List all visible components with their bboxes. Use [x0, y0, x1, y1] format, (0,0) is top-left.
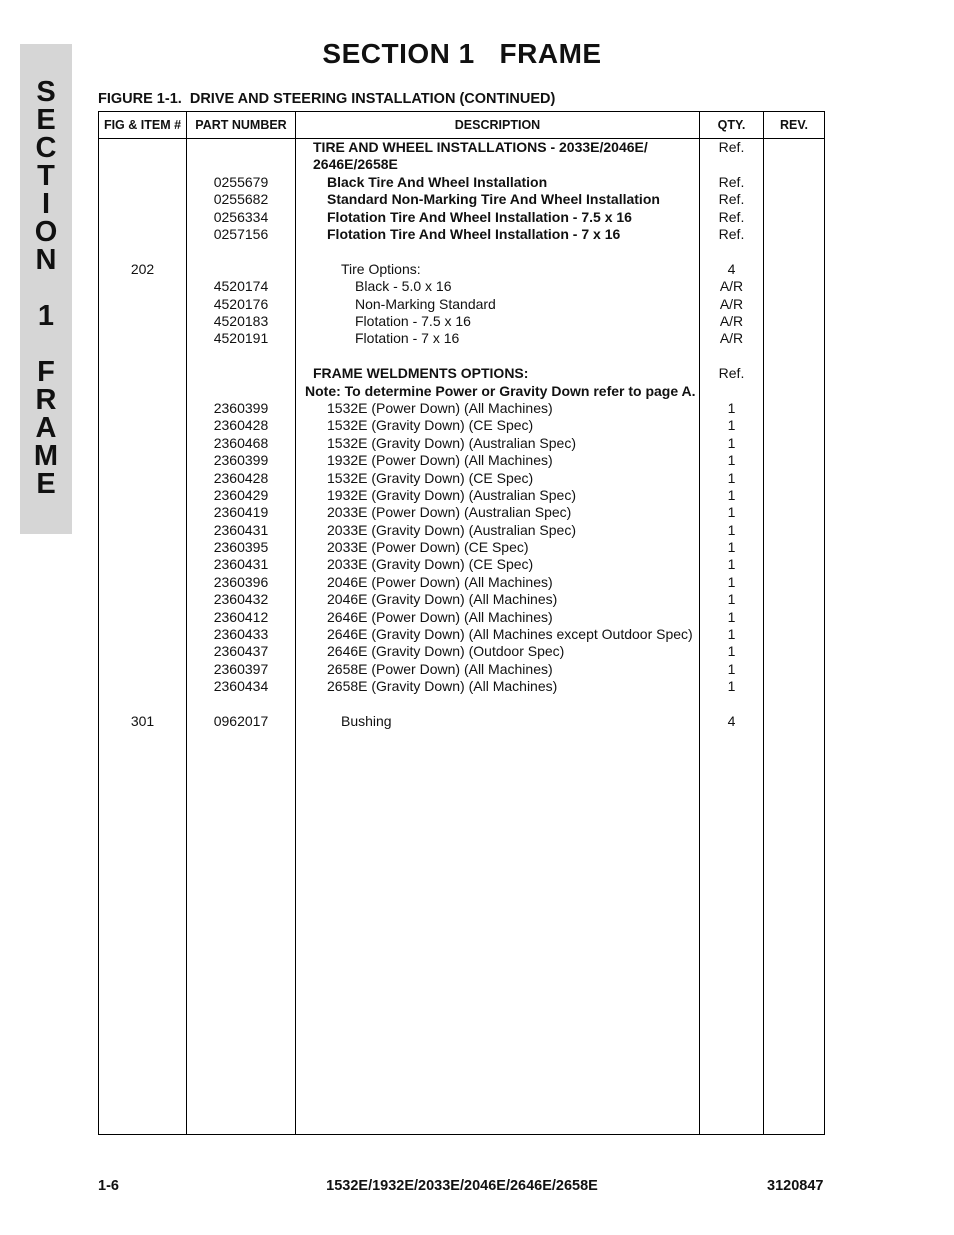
side-tab-letter: E	[36, 468, 56, 500]
table-row	[99, 435, 824, 452]
part-number: 2360428	[213, 417, 269, 433]
quantity: 4	[727, 261, 736, 277]
description: 2646E (Gravity Down) (All Machines except Outdoor Spec)	[327, 626, 693, 642]
description: Black - 5.0 x 16	[355, 278, 452, 294]
part-number: 2360399	[213, 400, 269, 416]
table-row	[99, 278, 824, 295]
table-row	[99, 296, 824, 313]
table-row	[99, 330, 824, 347]
side-tab-letter: R	[35, 384, 57, 416]
quantity: A/R	[719, 330, 744, 346]
table-row	[99, 139, 824, 156]
quantity: 1	[727, 470, 736, 486]
quantity: 1	[727, 643, 736, 659]
part-number: 4520191	[213, 330, 269, 346]
table-row	[99, 574, 824, 591]
parts-table	[98, 111, 825, 1135]
quantity: 1	[727, 556, 736, 572]
part-number: 0256334	[213, 209, 269, 225]
table-row	[99, 487, 824, 504]
part-number: 2360468	[213, 435, 269, 451]
description: Bushing	[341, 713, 392, 729]
description: TIRE AND WHEEL INSTALLATIONS - 2033E/2046E/	[313, 139, 648, 155]
side-tab-letter: F	[37, 356, 55, 388]
description: 2033E (Power Down) (CE Spec)	[327, 539, 529, 555]
quantity: 1	[727, 417, 736, 433]
description: Flotation Tire And Wheel Installation - 7 x 16	[327, 226, 621, 242]
side-tab-section-number	[20, 302, 72, 330]
description: 2646E/2658E	[313, 156, 398, 172]
footer-models: 1532E/1932E/2033E/2046E/2646E/2658E	[326, 1178, 598, 1194]
description: FRAME WELDMENTS OPTIONS:	[313, 365, 529, 381]
header-description: DESCRIPTION	[454, 118, 541, 132]
quantity: 1	[727, 678, 736, 694]
table-row	[99, 365, 824, 382]
quantity: Ref.	[718, 191, 745, 207]
table-row	[99, 591, 824, 608]
quantity: 4	[727, 713, 736, 729]
side-tab-letter: I	[41, 188, 51, 220]
table-row	[99, 174, 824, 191]
table-row	[99, 539, 824, 556]
table-row	[99, 452, 824, 469]
description: 1932E (Gravity Down) (Australian Spec)	[327, 487, 576, 503]
footer-doc-number: 3120847	[767, 1178, 824, 1194]
table-row	[99, 156, 824, 173]
part-number: 0257156	[213, 226, 269, 242]
part-number: 2360419	[213, 504, 269, 520]
part-number: 2360412	[213, 609, 269, 625]
table-row	[99, 400, 824, 417]
quantity: 1	[727, 626, 736, 642]
table-row	[99, 643, 824, 660]
description: 1532E (Power Down) (All Machines)	[327, 400, 553, 416]
table-row	[99, 209, 824, 226]
header-part-number: PART NUMBER	[195, 118, 287, 132]
quantity: 1	[727, 504, 736, 520]
side-tab-letter: O	[34, 216, 58, 248]
part-number: 2360433	[213, 626, 269, 642]
part-number: 2360397	[213, 661, 269, 677]
header-rev: REV.	[779, 118, 809, 132]
quantity: 1	[727, 661, 736, 677]
table-row	[99, 504, 824, 521]
description: 1932E (Power Down) (All Machines)	[327, 452, 553, 468]
side-tab-letter: S	[36, 76, 56, 108]
quantity: 1	[727, 609, 736, 625]
description: Flotation - 7.5 x 16	[355, 313, 471, 329]
description: Flotation - 7 x 16	[355, 330, 460, 346]
quantity: 1	[727, 400, 736, 416]
note: Note: To determine Power or Gravity Down refer to page A.	[305, 383, 696, 399]
part-number: 4520176	[213, 296, 269, 312]
part-number: 2360428	[213, 470, 269, 486]
description: 2646E (Gravity Down) (Outdoor Spec)	[327, 643, 565, 659]
table-row	[99, 261, 824, 278]
description: Flotation Tire And Wheel Installation - 7.5 x 16	[327, 209, 632, 225]
part-number: 2360429	[213, 487, 269, 503]
side-tab-letter: T	[37, 160, 55, 192]
quantity: Ref.	[718, 174, 745, 190]
quantity: 1	[727, 435, 736, 451]
table-row	[99, 313, 824, 330]
table-row	[99, 522, 824, 539]
quantity: Ref.	[718, 365, 745, 381]
description: 2646E (Power Down) (All Machines)	[327, 609, 553, 625]
part-number: 2360431	[213, 522, 269, 538]
quantity: 1	[727, 522, 736, 538]
description: 1532E (Gravity Down) (CE Spec)	[327, 470, 534, 486]
part-number: 0962017	[213, 713, 269, 729]
description: 2033E (Gravity Down) (Australian Spec)	[327, 522, 576, 538]
quantity: A/R	[719, 313, 744, 329]
quantity: A/R	[719, 278, 744, 294]
description: 2658E (Power Down) (All Machines)	[327, 661, 553, 677]
part-number: 2360437	[213, 643, 269, 659]
quantity: 1	[727, 574, 736, 590]
description: Black Tire And Wheel Installation	[327, 174, 548, 190]
part-number: 2360395	[213, 539, 269, 555]
table-row	[99, 191, 824, 208]
table-row	[99, 661, 824, 678]
side-tab-letter: C	[35, 132, 57, 164]
part-number: 4520174	[213, 278, 269, 294]
quantity: 1	[727, 487, 736, 503]
table-row	[99, 226, 824, 243]
page-number: 1-6	[98, 1178, 119, 1194]
description: 2033E (Gravity Down) (CE Spec)	[327, 556, 534, 572]
description: 2046E (Power Down) (All Machines)	[327, 574, 553, 590]
part-number: 2360399	[213, 452, 269, 468]
description: 2658E (Gravity Down) (All Machines)	[327, 678, 558, 694]
description: Non-Marking Standard	[355, 296, 496, 312]
part-number: 2360434	[213, 678, 269, 694]
description: 1532E (Gravity Down) (Australian Spec)	[327, 435, 576, 451]
description: 2033E (Power Down) (Australian Spec)	[327, 504, 572, 520]
table-row	[99, 609, 824, 626]
table-row	[99, 713, 824, 730]
side-tab-letter: N	[35, 244, 57, 276]
table-row	[99, 470, 824, 487]
part-number: 2360431	[213, 556, 269, 572]
header-qty: QTY.	[717, 118, 746, 132]
table-row	[99, 556, 824, 573]
description: Standard Non-Marking Tire And Wheel Installation	[327, 191, 660, 207]
part-number: 2360432	[213, 591, 269, 607]
side-tab-frame-word	[20, 358, 72, 498]
figure-title: FIGURE 1-1. DRIVE AND STEERING INSTALLATION (CONTINUED)	[98, 91, 556, 107]
header-item: FIG & ITEM #	[103, 118, 182, 132]
part-number: 2360396	[213, 574, 269, 590]
part-number: 4520183	[213, 313, 269, 329]
table-row	[99, 678, 824, 695]
item-number: 202	[130, 261, 155, 277]
side-tab-letter: A	[35, 412, 57, 444]
quantity: 1	[727, 452, 736, 468]
side-tab-number: 1	[37, 300, 55, 332]
description: 2046E (Gravity Down) (All Machines)	[327, 591, 558, 607]
side-tab-section-word	[20, 78, 72, 274]
part-number: 0255679	[213, 174, 269, 190]
description: Tire Options:	[341, 261, 421, 277]
quantity: Ref.	[718, 139, 745, 155]
section-title: SECTION 1 FRAME	[322, 38, 602, 69]
side-tab-letter: M	[33, 440, 59, 472]
table-row	[99, 417, 824, 434]
part-number: 0255682	[213, 191, 269, 207]
quantity: 1	[727, 591, 736, 607]
table-row	[99, 383, 824, 400]
quantity: Ref.	[718, 209, 745, 225]
item-number: 301	[130, 713, 155, 729]
quantity: Ref.	[718, 226, 745, 242]
table-row	[99, 626, 824, 643]
quantity: 1	[727, 539, 736, 555]
quantity: A/R	[719, 296, 744, 312]
section-side-tab	[20, 44, 72, 534]
description: 1532E (Gravity Down) (CE Spec)	[327, 417, 534, 433]
side-tab-letter: E	[36, 104, 56, 136]
